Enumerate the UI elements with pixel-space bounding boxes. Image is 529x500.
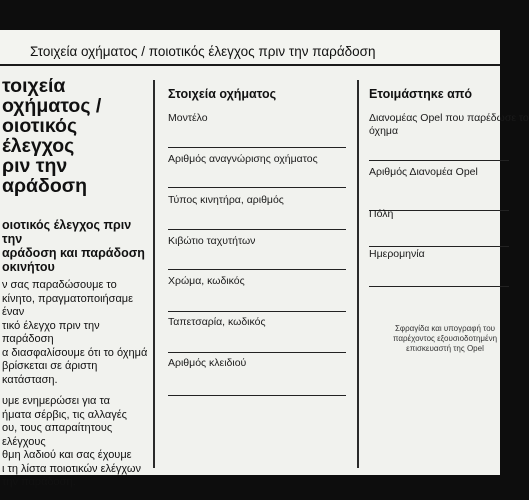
- upholstery-code-field[interactable]: [168, 316, 346, 353]
- section-title-line: οιοτικός έλεγχος: [2, 115, 78, 157]
- column-divider: [357, 80, 359, 468]
- stamp-note-line: Σφραγίδα και υπογραφή του: [394, 324, 496, 333]
- vin-label: Αριθμός αναγνώρισης οχήματος: [168, 153, 318, 165]
- intro-paragraph: [2, 395, 150, 490]
- dealer-label: [369, 112, 529, 138]
- intro-line: ι τη λίστα ποιοτικών ελέγχων: [2, 462, 141, 475]
- gearbox-field[interactable]: [168, 235, 346, 270]
- dealer-field[interactable]: [369, 112, 529, 161]
- gearbox-label: Κιβώτιο ταχυτήτων: [168, 235, 256, 247]
- intro-line: ου, τους απαραίτητους ελέγχους: [2, 422, 113, 448]
- intro-line: ήματα σέρβις, τις αλλαγές: [2, 408, 127, 421]
- intro-line: τικό έλεγχο πριν την παράδοση: [2, 319, 100, 345]
- vehicle-info-column: [168, 86, 346, 369]
- model-label: Μοντέλο: [168, 112, 208, 124]
- key-number-field[interactable]: [168, 357, 346, 396]
- vehicle-info-heading: Στοιχεία οχήματος: [168, 87, 277, 101]
- upholstery-code-label: Ταπετσαρία, κωδικός: [168, 316, 266, 328]
- page-title: Στοιχεία οχήματος / ποιοτικός έλεγχος πριν την παράδοση: [30, 44, 376, 59]
- stamp-note-line: επισκευαστή της Opel: [406, 344, 484, 353]
- date-field[interactable]: [369, 248, 509, 287]
- color-code-field[interactable]: [168, 275, 346, 312]
- key-number-label: Αριθμός κλειδιού: [168, 357, 247, 369]
- engine-type-field[interactable]: [168, 194, 346, 230]
- dealer-label-line: Διανομέας Opel που παρέδωσε το: [369, 112, 529, 124]
- intro-line: κίνητο, πραγματοποιήσαμε έναν: [2, 292, 134, 318]
- city-label: Πόλη: [369, 208, 394, 220]
- subtitle-line: οιοτικός έλεγχος πριν την: [2, 218, 132, 246]
- engine-type-label: Τύπος κινητήρα, αριθμός: [168, 194, 284, 206]
- color-code-label: Χρώμα, κωδικός: [168, 275, 245, 287]
- section-title-line: τοιχεία οχήματος /: [2, 75, 102, 117]
- intro-line: την παράδοση.: [2, 476, 76, 488]
- dealer-label-line: όχημα: [369, 125, 399, 137]
- dealer-number-field[interactable]: [369, 166, 509, 211]
- section-title-line: αράδοση: [2, 175, 88, 197]
- intro-line: α διασφαλίσουμε ότι το όχημά: [2, 346, 148, 359]
- intro-line: βρίσκεται σε άριστη κατάσταση.: [2, 360, 98, 386]
- vin-field[interactable]: [168, 153, 346, 188]
- prepared-by-column: [369, 86, 529, 353]
- intro-line: υμε ενημερώσει για τα: [2, 395, 111, 407]
- intro-line: θμη λαδιού και σας έχουμε: [2, 449, 132, 461]
- intro-column: [0, 75, 150, 488]
- intro-text: [0, 279, 150, 490]
- document-page: [0, 30, 529, 488]
- subtitle-line: οκινήτου: [2, 260, 55, 274]
- page-header: [0, 30, 500, 66]
- dealer-number-label: Αριθμός Διανομέα Opel: [369, 166, 478, 178]
- stamp-signature-note: [375, 324, 515, 354]
- section-title-line: ριν την: [2, 155, 68, 177]
- intro-paragraph: [2, 279, 150, 387]
- section-subtitle: [0, 218, 150, 274]
- stamp-note-line: παρέχοντος εξουσιοδοτημένη: [392, 334, 498, 343]
- prepared-by-heading: Ετοιμάστηκε από: [369, 87, 473, 101]
- subtitle-line: αράδοση και παράδοση: [2, 246, 145, 260]
- date-label: Ημερομηνία: [369, 248, 425, 260]
- city-field[interactable]: [369, 208, 509, 247]
- model-field[interactable]: [168, 112, 346, 148]
- intro-line: ν σας παραδώσουμε το: [2, 279, 117, 291]
- column-divider: [153, 80, 155, 468]
- section-title: [0, 76, 150, 196]
